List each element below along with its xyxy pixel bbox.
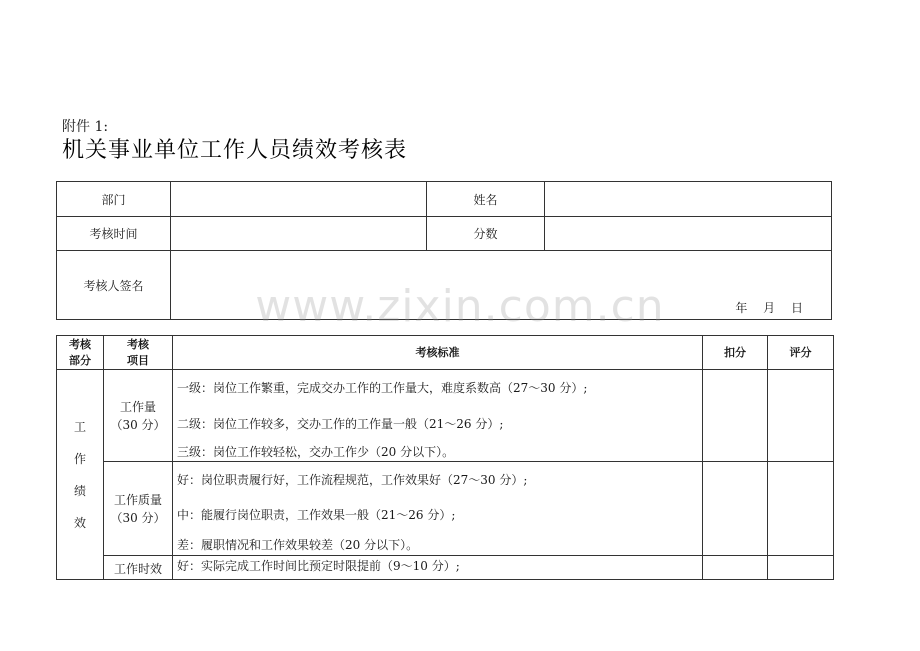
criteria-workload <box>173 370 703 462</box>
col-header-deduct: 扣分 <box>703 336 768 370</box>
item-workload <box>104 370 173 462</box>
name-value-cell[interactable] <box>545 182 832 217</box>
assessment-time-label: 考核时间 <box>57 217 171 251</box>
criteria-timeliness <box>173 556 703 580</box>
document-title: 机关事业单位工作人员绩效考核表 <box>62 138 408 163</box>
category-char: 作 <box>73 451 86 466</box>
table-row <box>57 556 834 580</box>
deduct-cell[interactable] <box>703 462 768 556</box>
category-char: 绩 <box>73 483 86 498</box>
criteria-line: 中：能履行岗位职责，工作效果一般（21～26 分）; <box>177 508 456 522</box>
criteria-line: 三级：岗位工作较轻松，交办工作少（20 分以下）。 <box>177 445 455 459</box>
item-name: 工作时效 <box>113 562 162 576</box>
signer-value-cell[interactable] <box>171 251 832 320</box>
name-label: 姓名 <box>427 182 545 217</box>
attachment-label: 附件 1: <box>62 119 109 135</box>
table-row <box>57 370 834 462</box>
criteria-line: 好：实际完成工作时间比预定时限提前（9～10 分）; <box>177 559 460 573</box>
category-char: 工 <box>73 419 86 434</box>
item-timeliness <box>104 556 173 580</box>
criteria-line: 二级：岗位工作较多，交办工作的工作量一般（21～26 分）; <box>177 417 504 431</box>
signer-label: 考核人签名 <box>57 251 171 320</box>
col-header-score: 评分 <box>768 336 834 370</box>
signer-row <box>57 251 832 320</box>
dept-value-cell[interactable] <box>171 182 427 217</box>
deduct-cell[interactable] <box>703 556 768 580</box>
criteria-line: 好：岗位职责履行好，工作流程规范，工作效果好（27～30 分）; <box>177 473 528 487</box>
criteria-quality <box>173 462 703 556</box>
table-row <box>57 462 834 556</box>
item-points: （30 分） <box>110 417 166 432</box>
col-header-item: 考核项目 <box>104 336 173 370</box>
score-cell[interactable] <box>768 462 834 556</box>
col-header-criteria: 考核标准 <box>173 336 703 370</box>
performance-table <box>56 335 834 580</box>
table-header-row <box>57 336 834 370</box>
item-quality <box>104 462 173 556</box>
assessment-time-value-cell[interactable] <box>171 217 427 251</box>
category-char: 效 <box>73 515 86 530</box>
category-cell <box>57 370 104 580</box>
dept-label: 部门 <box>57 182 171 217</box>
item-name: 工作质量 <box>113 492 162 507</box>
score-cell[interactable] <box>768 556 834 580</box>
watermark: www.zixin.com.cn <box>255 281 665 332</box>
basic-info-table <box>56 181 832 320</box>
score-value-cell[interactable] <box>545 217 832 251</box>
dept-row <box>57 182 832 217</box>
criteria-line: 一级：岗位工作繁重，完成交办工作的工作量大，难度系数高（27～30 分）; <box>177 381 588 395</box>
score-label: 分数 <box>427 217 545 251</box>
item-points: （30 分） <box>110 510 166 525</box>
time-row <box>57 217 832 251</box>
score-cell[interactable] <box>768 370 834 462</box>
deduct-cell[interactable] <box>703 370 768 462</box>
col-header-category: 考核部分 <box>57 336 104 370</box>
criteria-line: 差：履职情况和工作效果较差（20 分以下）。 <box>177 538 419 552</box>
date-placeholder: 年 月 日 <box>735 301 803 315</box>
item-name: 工作量 <box>119 399 156 414</box>
